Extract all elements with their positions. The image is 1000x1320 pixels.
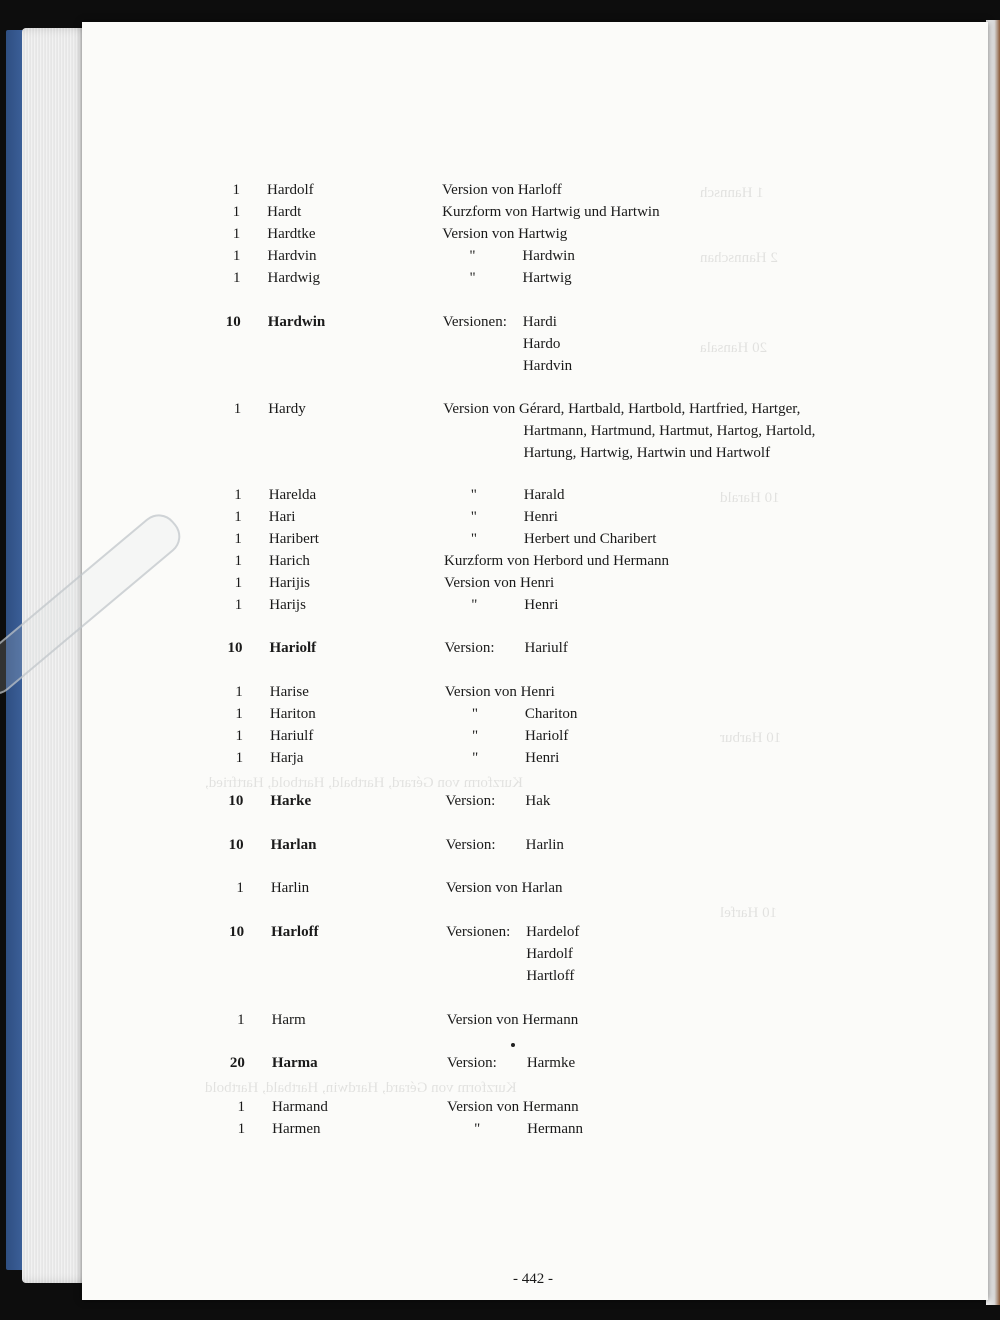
bleed-through: 10 Harald [720,490,780,506]
entry-description: " [470,531,478,547]
page-number: - 442 - [513,1271,553,1287]
entry-name: Harise [269,684,309,700]
entry-variant: Hermann [527,1121,583,1137]
entry-variant: Hartwig [522,270,572,286]
entry-count: 20 [229,1055,245,1071]
page-right-edge [986,20,1000,1305]
entry-name: Harke [270,793,312,809]
entry-count: 1 [232,270,241,286]
entry-variant: Harald [523,487,565,503]
entry-description: " [469,248,476,264]
entry-variant: Hariolf [525,728,569,744]
entry-description: " [472,728,479,744]
entry-count: 1 [235,684,243,700]
entry-variant: Hardelof [526,924,580,940]
entry-count: 1 [236,880,244,896]
entry-description: Version von Henri [444,575,555,591]
entry-name: Hardwig [267,270,320,286]
entry-description: " [471,706,479,722]
entry-description: Versionen: [442,314,507,330]
entry-name: Hardolf [267,182,314,198]
entry-count: 10 [225,314,241,330]
entry-name: Harloff [271,924,319,940]
entry-name: Harijs [269,597,306,613]
entry-description: Version von Harloff [442,182,562,198]
entry-description: Kurzform von Hartwig und Hartwin [442,204,660,220]
entry-count: 1 [234,575,243,591]
entry-name: Hariolf [269,640,317,656]
entry-variant: Hardi [522,314,557,330]
entry-count: 1 [234,487,242,503]
bleed-through: Kurzform von Gérard, Hardwin, Hartbald, Hartbold [205,1080,517,1096]
entry-count: 1 [237,1099,246,1115]
entry-name: Hardwin [267,314,326,330]
entry-continuation: Hardvin [522,358,573,374]
entry-name: Hardvin [267,248,317,264]
entry-name: Harja [270,750,304,766]
bleed-through: 10 Harfel [720,905,778,921]
entry-count: 10 [228,837,244,853]
entry-count: 1 [234,531,242,547]
entry-variant: Harlin [525,837,564,853]
entry-name: Hariton [269,706,316,722]
entry-continuation: Hardolf [526,946,573,962]
entry-description: Version von Hermann [446,1012,579,1028]
entry-name: Hari [268,509,296,525]
entry-name: Hardy [268,401,306,417]
entry-count: 1 [235,728,243,744]
entry-count: 10 [228,793,244,809]
entry-count: 10 [229,924,245,940]
entry-description: Version von Henri [444,684,555,700]
entry-count: 1 [237,1121,246,1137]
entry-count: 1 [232,182,240,198]
entry-description: Kurzform von Herbord und Hermann [444,553,669,569]
entry-continuation: Hardo [522,336,561,352]
entry-continuation: Hartmann, Hartmund, Hartmut, Hartog, Hartold, [523,423,816,439]
entry-name: Haribert [268,531,319,547]
entry-count: 1 [232,226,241,242]
entry-description: Versionen: [446,924,511,940]
entry-variant: Herbert und Charibert [523,531,657,547]
entry-count: 1 [233,401,242,417]
entry-name: Hardtke [267,226,316,242]
entry-name: Harmand [272,1099,328,1115]
bleed-through: 1 Hannsch [700,185,764,201]
entry-description: Version von Gérard, Hartbald, Hartbold, Hartfried, Hartger, [443,401,801,417]
entry-name: Harlan [270,837,317,853]
entry-description: " [471,597,478,613]
entry-name: Harmen [272,1121,321,1137]
entry-variant: Henri [525,750,560,766]
entry-count: 1 [232,248,241,264]
entry-variant: Hariulf [524,640,568,656]
entry-description: Version von Harlan [445,880,563,896]
entry-count: 1 [234,597,243,613]
entry-name: Hariulf [270,728,314,744]
entry-name: Hardt [267,204,302,220]
entry-name: Harlin [270,880,310,896]
entry-description: Version: [445,837,496,853]
entry-description: Version von Hartwig [442,226,568,242]
entry-count: 1 [237,1012,245,1028]
entry-variant: Henri [524,597,559,613]
entry-description: Version: [444,640,495,656]
entry-continuation: Hartloff [526,968,575,984]
entry-count: 1 [235,750,244,766]
bleed-through: 2 Hannschan [700,250,778,266]
entry-description: " [470,509,477,525]
entry-description: Version: [445,793,496,809]
bleed-through: Kurzform von Gérard, Hartbald, Hartbold, Hartfried, [205,775,523,791]
entry-variant: Chariton [524,706,578,722]
entry-count: 1 [234,509,242,525]
entry-description: Version: [446,1055,497,1071]
dust-speck [511,1043,515,1047]
entry-name: Harijis [269,575,310,591]
entry-description: " [469,270,476,286]
entry-name: Harm [271,1012,306,1028]
entry-count: 1 [235,706,243,722]
entry-description: " [470,487,477,503]
bleed-through: 20 Hansala [700,340,768,356]
entry-continuation: Hartung, Hartwig, Hartwin und Hartwolf [523,445,771,461]
entry-description: Version von Hermann [447,1099,579,1115]
entry-description: " [474,1121,481,1137]
bleed-through: 10 Harbur [720,730,782,746]
entry-name: Harelda [268,487,317,503]
entry-description: " [472,750,479,766]
entry-name: Harich [269,553,310,569]
entry-name: Harma [271,1055,318,1071]
entry-count: 1 [234,553,243,569]
entry-variant: Harmke [526,1055,576,1071]
entry-variant: Henri [523,509,558,525]
entry-count: 1 [232,204,241,220]
entry-variant: Hak [525,793,551,809]
entry-variant: Hardwin [522,248,575,264]
entry-count: 10 [227,640,243,656]
